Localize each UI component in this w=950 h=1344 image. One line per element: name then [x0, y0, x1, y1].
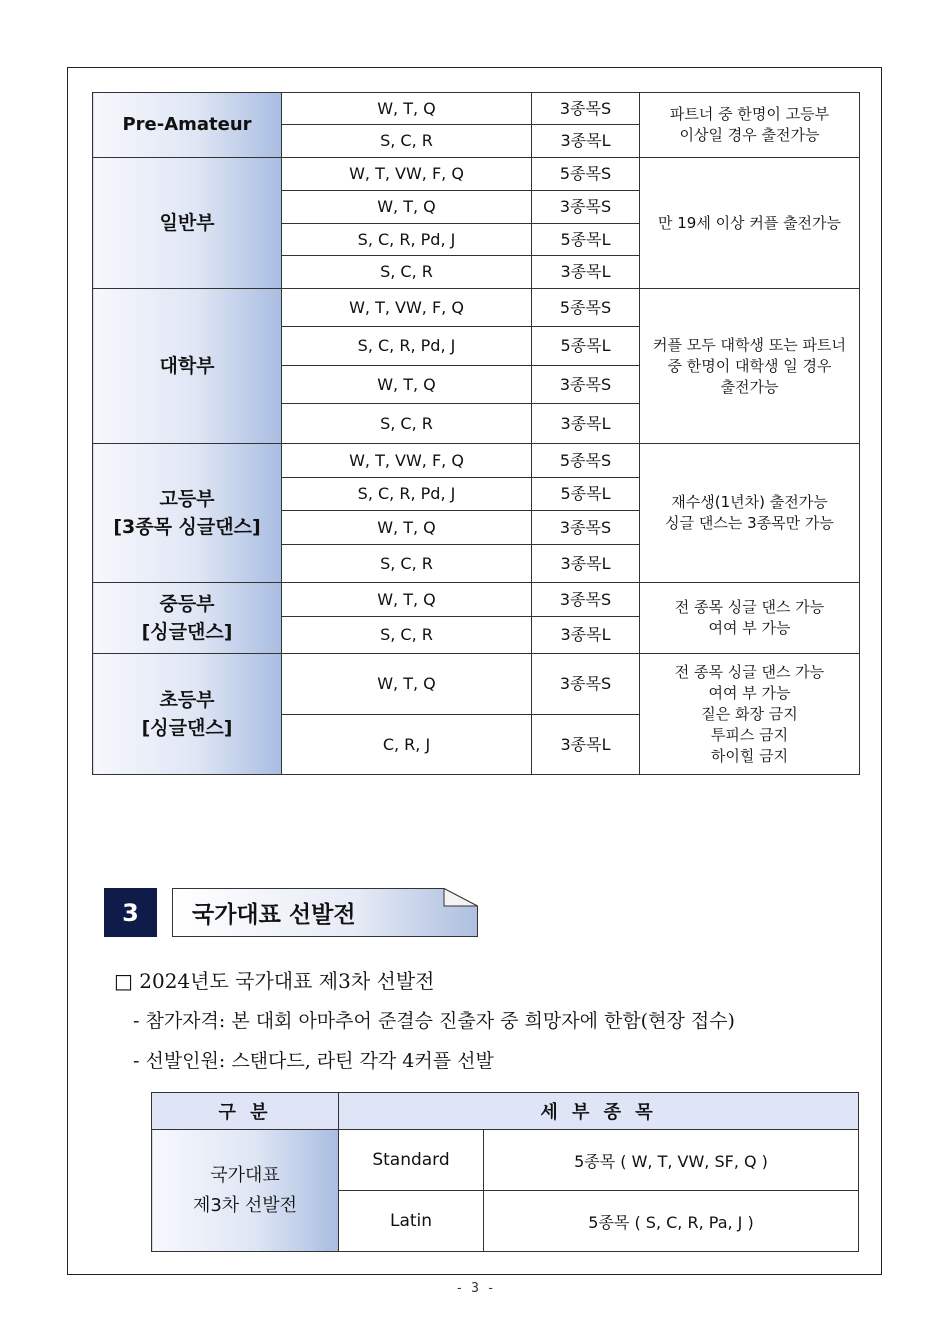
division-note-line: 전 종목 싱글 댄스 가능	[674, 662, 825, 681]
division-row	[93, 289, 860, 327]
division-count: 5종목L	[532, 478, 640, 511]
division-table	[92, 92, 860, 775]
division-count: 5종목L	[532, 327, 640, 366]
division-events: S, C, R	[282, 404, 532, 444]
division-events: W, T, VW, F, Q	[282, 444, 532, 478]
division-note-line: 중 한명이 대학생 일 경우	[667, 356, 832, 375]
division-name-line: 고등부	[159, 488, 215, 510]
division-events: W, T, Q	[282, 366, 532, 404]
selection-category-line: 국가대표	[210, 1164, 280, 1186]
division-events: W, T, VW, F, Q	[282, 289, 532, 327]
division-name-line: [3종목 싱글댄스]	[113, 516, 261, 538]
division-count: 3종목L	[532, 545, 640, 583]
division-note-line: 투피스 금지	[710, 725, 789, 744]
eligibility-line: - 참가자격: 본 대회 아마추어 준결승 진출자 중 희망자에 한함(현장 접수)	[133, 1010, 735, 1032]
division-count: 3종목S	[532, 191, 640, 224]
division-count: 3종목S	[532, 366, 640, 404]
division-note-line: 짙은 화장 금지	[701, 704, 798, 723]
division-name-line: [싱글댄스]	[141, 717, 233, 739]
page-number: - 3 -	[455, 1281, 495, 1296]
division-name	[93, 654, 282, 775]
division-note	[640, 93, 860, 158]
selection-category-line: 제3차 선발전	[192, 1194, 298, 1216]
division-name-line: [싱글댄스]	[141, 621, 233, 643]
division-events: W, T, Q	[282, 191, 532, 224]
division-count: 3종목S	[532, 654, 640, 715]
section-title: 국가대표 선발전	[192, 902, 356, 928]
division-events: C, R, J	[282, 715, 532, 775]
division-note-line: 커플 모두 대학생 또는 파트너	[653, 335, 846, 354]
division-count: 3종목L	[532, 715, 640, 775]
division-count: 5종목S	[532, 444, 640, 478]
division-row	[93, 93, 860, 125]
division-note-line: 여여 부 가능	[708, 683, 791, 702]
selection-category	[152, 1130, 339, 1252]
division-events: S, C, R	[282, 545, 532, 583]
division-row	[93, 158, 860, 191]
selection-detail: 5종목 ( W, T, VW, SF, Q )	[484, 1130, 859, 1191]
division-note	[640, 158, 860, 289]
division-events: W, T, VW, F, Q	[282, 158, 532, 191]
selection-type: Standard	[339, 1130, 484, 1191]
division-count: 5종목L	[532, 224, 640, 256]
division-count: 3종목L	[532, 404, 640, 444]
division-note-line: 싱글 댄스는 3종목만 가능	[665, 514, 834, 532]
selection-detail: 5종목 ( S, C, R, Pa, J )	[484, 1191, 859, 1252]
division-name-line: 대학부	[159, 355, 215, 377]
division-count: 3종목S	[532, 583, 640, 617]
division-count: 5종목S	[532, 158, 640, 191]
division-note-line: 전 종목 싱글 댄스 가능	[674, 598, 825, 616]
division-note-line: 만 19세 이상 커플 출전가능	[657, 213, 842, 232]
division-note-line: 출전가능	[720, 377, 779, 396]
selection-table	[151, 1092, 859, 1252]
division-name	[93, 158, 282, 289]
division-count: 3종목L	[532, 125, 640, 158]
division-note-line: 여여 부 가능	[708, 619, 791, 637]
division-note	[640, 444, 860, 583]
division-events: W, T, Q	[282, 511, 532, 545]
division-name	[93, 444, 282, 583]
division-row	[93, 583, 860, 617]
division-events: S, C, R, Pd, J	[282, 224, 532, 256]
division-name	[93, 583, 282, 654]
division-events: W, T, Q	[282, 93, 532, 125]
division-count: 3종목L	[532, 256, 640, 289]
division-note-line: 이상일 경우 출전가능	[679, 126, 820, 144]
section-title-box	[172, 888, 478, 937]
division-name-line: 중등부	[159, 593, 215, 615]
division-events: S, C, R, Pd, J	[282, 478, 532, 511]
section-number: 3	[104, 888, 157, 937]
division-count: 3종목L	[532, 617, 640, 654]
division-name	[93, 289, 282, 444]
header-detail: 세 부 종 목	[339, 1093, 859, 1130]
division-count: 5종목S	[532, 289, 640, 327]
division-name-line: Pre-Amateur	[122, 114, 252, 135]
selection-heading: □ 2024년도 국가대표 제3차 선발전	[114, 969, 435, 993]
division-events: S, C, R	[282, 125, 532, 158]
division-events: W, T, Q	[282, 583, 532, 617]
division-count: 3종목S	[532, 93, 640, 125]
selection-type: Latin	[339, 1191, 484, 1252]
division-note-line: 하이힐 금지	[710, 746, 789, 765]
division-name-line: 초등부	[159, 689, 215, 711]
division-note-line: 재수생(1년차) 출전가능	[671, 493, 828, 511]
division-note	[640, 654, 860, 775]
header-category: 구 분	[152, 1093, 339, 1130]
division-row	[93, 444, 860, 478]
division-name-line: 일반부	[159, 212, 215, 234]
division-events: S, C, R	[282, 617, 532, 654]
division-row	[93, 654, 860, 715]
division-note	[640, 289, 860, 444]
division-count: 3종목S	[532, 511, 640, 545]
division-note	[640, 583, 860, 654]
quota-line: - 선발인원: 스탠다드, 라틴 각각 4커플 선발	[133, 1050, 494, 1072]
division-events: W, T, Q	[282, 654, 532, 715]
division-note-line: 파트너 중 한명이 고등부	[669, 105, 830, 123]
division-events: S, C, R	[282, 256, 532, 289]
division-events: S, C, R, Pd, J	[282, 327, 532, 366]
division-name	[93, 93, 282, 158]
